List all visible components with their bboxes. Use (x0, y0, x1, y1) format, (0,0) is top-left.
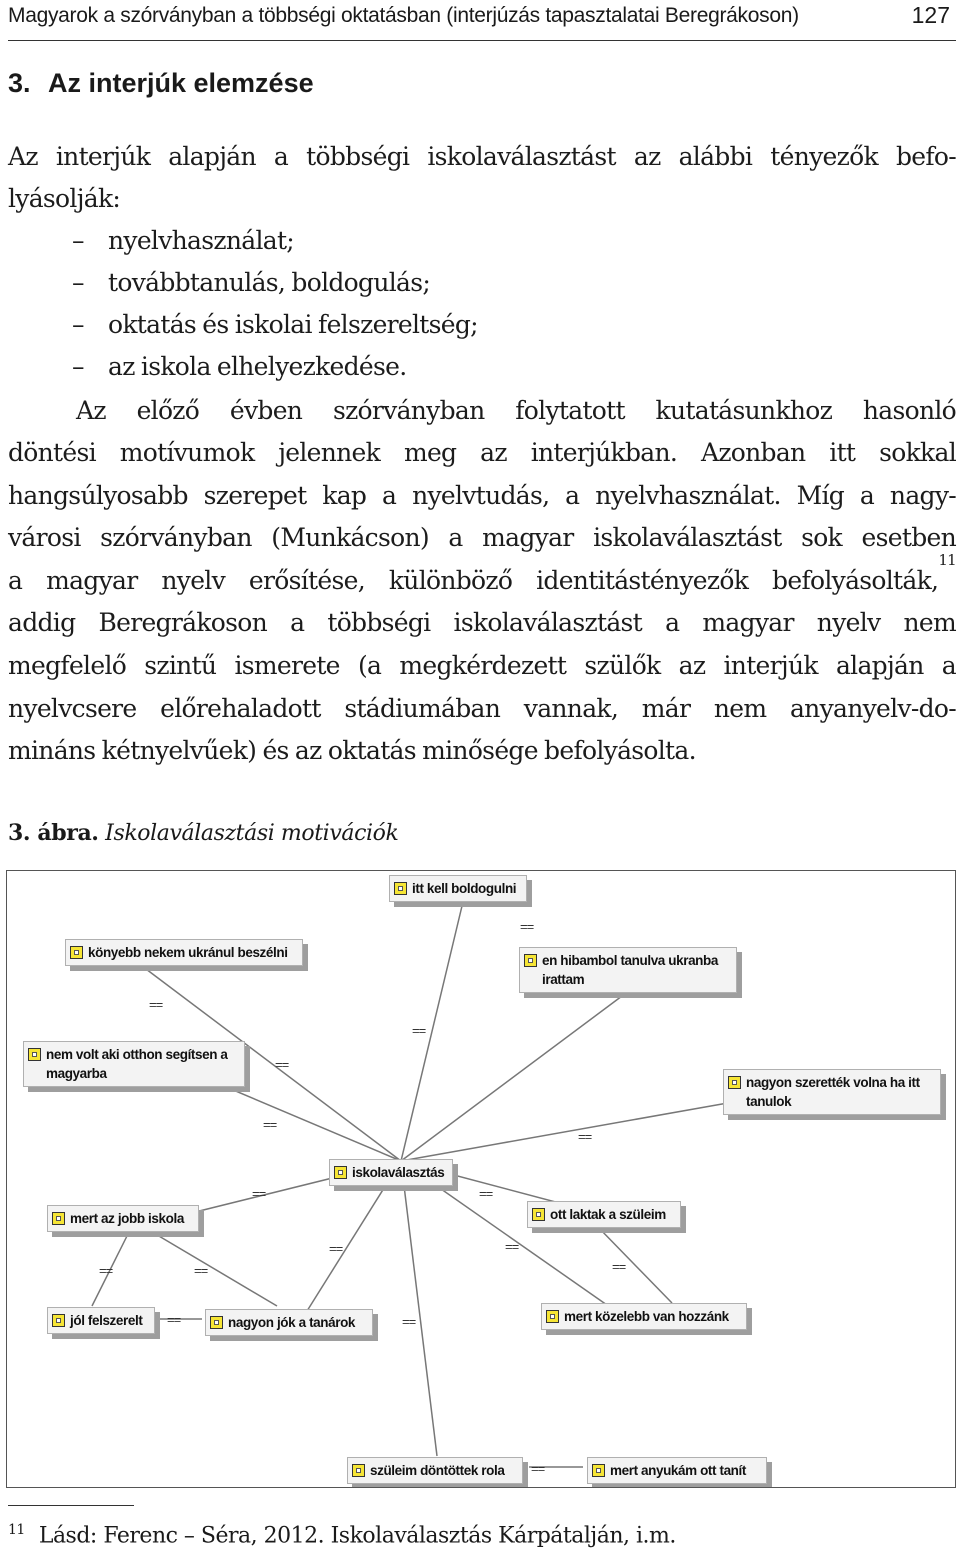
node-label: nem volt aki otthon segítsen a magyarba (46, 1047, 228, 1081)
edge (142, 1226, 277, 1306)
list-item (72, 262, 430, 304)
code-icon (334, 1166, 347, 1179)
section-title: Az interjúk elemzése (48, 68, 314, 98)
edge (212, 1081, 401, 1161)
running-head (8, 0, 956, 41)
intro-line: Az interjúk alapján a többségi iskolaválasztást az alábbi tényezők befo- (8, 142, 956, 171)
code-icon (210, 1316, 223, 1329)
code-icon (52, 1212, 65, 1225)
footnote-rule (8, 1505, 134, 1506)
node-label: nagyon szerették volna ha itt tanulok (746, 1075, 920, 1109)
intro-line: lyásolják: (8, 184, 121, 213)
figure-caption (8, 820, 398, 846)
code-icon (532, 1208, 545, 1221)
center-code-node[interactable] (329, 1159, 453, 1186)
figure-title: Iskolaválasztási motivációk (105, 821, 399, 846)
network-diagram (6, 870, 956, 1488)
bullet-dash: – (72, 268, 84, 297)
node-label: mert közelebb van hozzánk (564, 1309, 729, 1324)
figure-label: 3. ábra. (8, 820, 99, 846)
list-item-text: továbbtanulás, boldogulás; (108, 268, 431, 297)
paragraph-line: a magyar nyelv erősítése, különböző identitástényezők befolyásolták, (8, 566, 939, 595)
paragraph-line: addig Beregrákoson a többségi iskolaválasztást a magyar nyelv nem (8, 608, 956, 637)
code-node[interactable] (65, 939, 303, 966)
code-node[interactable] (23, 1041, 245, 1087)
paragraph-line: Az előző évben szórványban folytatott kutatásunkhoz hasonló (76, 396, 956, 425)
code-node[interactable] (47, 1307, 155, 1334)
node-label: itt kell boldogulni (412, 881, 517, 896)
code-node[interactable] (47, 1205, 199, 1232)
code-node[interactable] (723, 1069, 941, 1115)
list-item (72, 304, 478, 346)
list-item-text: az iskola elhelyezkedése. (108, 352, 407, 381)
footnote (8, 1522, 676, 1548)
relation-label: == (252, 1186, 266, 1201)
relation-label: == (149, 997, 163, 1012)
section-heading (8, 68, 314, 99)
node-label: nagyon jók a tanárok (228, 1315, 356, 1330)
relation-label: == (531, 1461, 545, 1476)
paragraph-line: nyelvcsere előrehaladott stádiumában vannak, már nem anyanyelv-do- (8, 694, 956, 723)
relation-label: == (479, 1186, 493, 1201)
bullet-dash: – (72, 226, 84, 255)
footnote-ref[interactable]: 11 (938, 551, 956, 569)
list-item-text: oktatás és iskolai felszereltség; (108, 310, 478, 339)
paragraph-line: városi szórványban (Munkácson) a magyar iskolaválasztást sok esetben (8, 523, 956, 552)
node-label: szüleim döntöttek rola (370, 1463, 505, 1478)
running-title: Magyarok a szórványban a többségi oktatásban (interjúzás tapasztalatai Beregrákoson) (8, 4, 799, 27)
code-icon (28, 1048, 41, 1061)
node-label: mert az jobb iskola (70, 1211, 184, 1226)
bullet-dash: – (72, 310, 84, 339)
relation-label: == (329, 1241, 343, 1256)
code-node[interactable] (541, 1303, 747, 1330)
node-label: könyebb nekem ukránul beszélni (88, 945, 288, 960)
edge (401, 1161, 437, 1456)
node-label: mert anyukám ott tanít (610, 1463, 746, 1478)
relation-label: == (402, 1314, 416, 1329)
relation-label: == (505, 1239, 519, 1254)
edge (597, 1226, 672, 1303)
footnote-text: Lásd: Ferenc – Séra, 2012. Iskolaválasztás Kárpátalján, i.m. (38, 1523, 676, 1549)
relation-label: == (520, 919, 534, 934)
code-node[interactable] (527, 1201, 681, 1228)
code-icon (352, 1464, 365, 1477)
list-item-text: nyelvhasználat; (108, 226, 295, 255)
paragraph-line: hangsúlyosabb szerepet kap a nyelvtudás, a nyelvhasználat. Míg a nagy- (8, 481, 956, 510)
code-icon (524, 954, 537, 967)
node-label: ott laktak a szüleim (550, 1207, 666, 1222)
code-icon (394, 882, 407, 895)
relation-label: == (167, 1312, 181, 1327)
relation-label: == (263, 1117, 277, 1132)
code-node[interactable] (205, 1309, 373, 1336)
code-icon (546, 1310, 559, 1323)
relation-label: == (275, 1057, 289, 1072)
code-icon (592, 1464, 605, 1477)
paragraph-line: megfelelő szintű ismerete (a megkérdezett szülők az interjúk alapján a (8, 651, 956, 680)
relation-label: == (612, 1259, 626, 1274)
node-label: jól felszerelt (70, 1313, 143, 1328)
code-node[interactable] (519, 947, 737, 993)
code-icon (70, 946, 83, 959)
bullet-dash: – (72, 352, 84, 381)
page-number: 127 (911, 2, 950, 28)
node-label: iskolaválasztás (352, 1165, 445, 1180)
relation-label: == (194, 1263, 208, 1278)
relation-label: == (412, 1023, 426, 1038)
code-icon (52, 1314, 65, 1327)
node-label: en hibambol tanulva ukranba irattam (542, 953, 718, 987)
code-node[interactable] (389, 875, 527, 902)
section-number: 3. (8, 68, 31, 98)
paragraph-line: döntési motívumok jelennek meg az interjúkban. Azonban itt sokkal (8, 438, 956, 467)
code-node[interactable] (587, 1457, 767, 1484)
relation-label: == (99, 1263, 113, 1278)
code-icon (728, 1076, 741, 1089)
code-node[interactable] (347, 1457, 523, 1484)
footnote-mark: 11 (8, 1522, 25, 1538)
paragraph-line: mináns kétnyelvűek) és az oktatás minősége befolyásolta. (8, 736, 696, 765)
paragraph-line-with-ref (8, 551, 956, 602)
relation-label: == (578, 1129, 592, 1144)
list-item (72, 220, 294, 262)
list-item (72, 346, 406, 388)
